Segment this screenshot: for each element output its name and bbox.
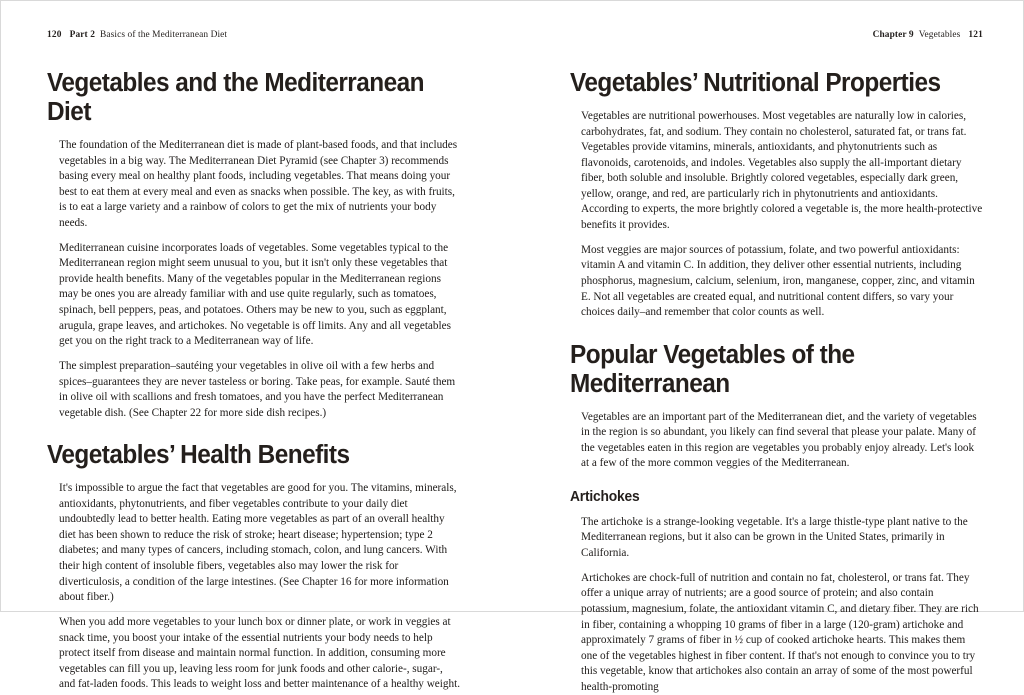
section-heading-popular-vegetables-of-the-mediterranean: Popular Vegetables of the Mediterranean [570,340,855,398]
paragraph: Artichokes are chock-full of nutrition and contain no fat, cholesterol, or trans fat. They offer a unique array of nutrients; are a good source of protein; and also contain potassium, magnesium, folate, the antioxidant vitamin C, and dietary fiber. They are rich in fiber, containing a whopping 10 grams of fiber in a large (120-gram) artichoke and approximately 7 grams of fiber in ½ cup of cooked artichoke hearts. This makes them one of the vegetables highest in fiber content. If that's not enough to convince you to try this vegetable, know that artichokes also contain an array of some of the most powerful health-promoting [581,571,979,693]
paragraph: Vegetables are nutritional powerhouses. Most vegetables are naturally low in calories, carbohydrates, fat, and sodium. They contain no cholesterol, saturated fat, or trans fat. Vegetables provide vitamins, minerals, antioxidants, and phytonutrients such as flavonoids, carotenoids, and indoles. Vegetables also supply the all-important dietary fiber, both soluble and insoluble. Brightly colored vegetables, especially dark green, yellow, orange, and red, are particularly rich in phytonutrients and antioxidants. According to experts, the more brightly colored a vegetable is, the more health-protective benefits it provides. [581,110,983,231]
paragraph: Most veggies are major sources of potassium, folate, and two powerful antioxidants: vitamin A and vitamin C. In addition, they deliver other essential nutrients, including phosphorus, magnesium, calcium, selenium, iron, manganese, copper, zinc, and vitamin E. Not all vegetables are created equal, and nutritional content differs, so vary your choices daily–and remember that color counts as well. [581,243,975,319]
paragraph: When you add more vegetables to your lunch box or dinner plate, or work in veggies at snack time, you boost your intake of the essential nutrients your body needs to help protect itself from disease and maintain normal function. In addition, consuming more vegetables can fill you up, leaving less room for junk foods and other calorie-, sugar-, and fat-laden foods. This leads to weight loss and better maintenance of a healthy weight. [59,616,460,691]
running-head-right [570,29,983,43]
paragraph: The artichoke is a strange-looking vegetable. It's a large thistle-type plant native to the Mediterranean regions, but it also can be grown in the United States, primarily in California. [581,515,968,559]
running-head-chapter-title: Vegetables [918,30,961,40]
paragraph: The foundation of the Mediterranean diet is made of plant-based foods, and that includes vegetables in a big way. The Mediterranean Diet Pyramid (see Chapter 3) recommends basing every meal on healthy plant foods, including vegetables. That means doing your best to eat them at every meal and even as snacks when possible. The key, as with fruits, is to eat a large variety and a rainbow of colors to get the mix of nutrients your body needs. [59,139,458,229]
left-page [1,1,512,691]
running-head-part-label: Part 2 [69,30,96,40]
section-heading-vegetables-health-benefits: Vegetables’ Health Benefits [47,441,350,470]
running-head-chapter-label: Chapter 9 [872,30,914,40]
section-heading-vegetables-and-the-mediterranean-diet: Vegetables and the Mediterranean Diet [47,69,425,126]
subsection-heading-artichokes: Artichokes [570,488,640,505]
running-head-page-number: 121 [968,30,983,40]
right-page [512,1,1023,693]
section-heading-vegetables-nutritional-properties: Vegetables’ Nutritional Properties [570,69,941,97]
paragraph: Mediterranean cuisine incorporates loads of vegetables. Some vegetables typical to the Mediterranean region might seem unusual to you, but it isn't only these vegetables that provide health benefits. Many of the vegetables popular in the Mediterranean regions may be ones you are already familiar with and use quite regularly, such as tomatoes, spinach, bell peppers, peas, and potatoes. Others may be new to you, such as eggplant, arugula, grape leaves, and artichokes. No vegetable is off limits. Any and all vegetables get you on the right track to a Mediterranean way of life. [59,241,451,348]
paragraph: The simplest preparation–sautéing your vegetables in olive oil with a few herbs and spices–guarantees they are never tasteless or boring. Take peas, for example. Sauté them in olive oil with scallions and fresh tomatoes, and you have the perfect Mediterranean vegetable dish. (See Chapter 22 for more side dish recipes.) [59,360,456,419]
running-head-page-number: 120 [47,30,62,40]
paragraph: Vegetables are an important part of the Mediterranean diet, and the variety of vegetables in the region is so abundant, you likely can find several that please your palate. Many of the vegetables eaten in this region are vegetables you probably enjoy already. Let's look at a few of the more common veggies of the Mediterranean. [581,410,977,470]
running-head-left [47,29,460,43]
running-head-part-title: Basics of the Mediterranean Diet [100,30,228,40]
paragraph: It's impossible to argue the fact that vegetables are good for you. The vitamins, minerals, antioxidants, phytonutrients, and fiber vegetables contribute to your daily diet undoubtedly lead to better health. Eating more vegetables as part of an overall healthy diet has been shown to reduce the risk of stroke; heart disease; hypertension; type 2 diabetes; and many types of cancers, including stomach, colon, and lung cancers. With their high content of insoluble fibers, vegetables also may lower the risk for diverticulosis, a condition of the large intestines. (See Chapter 16 for more information about fiber.) [59,482,457,604]
